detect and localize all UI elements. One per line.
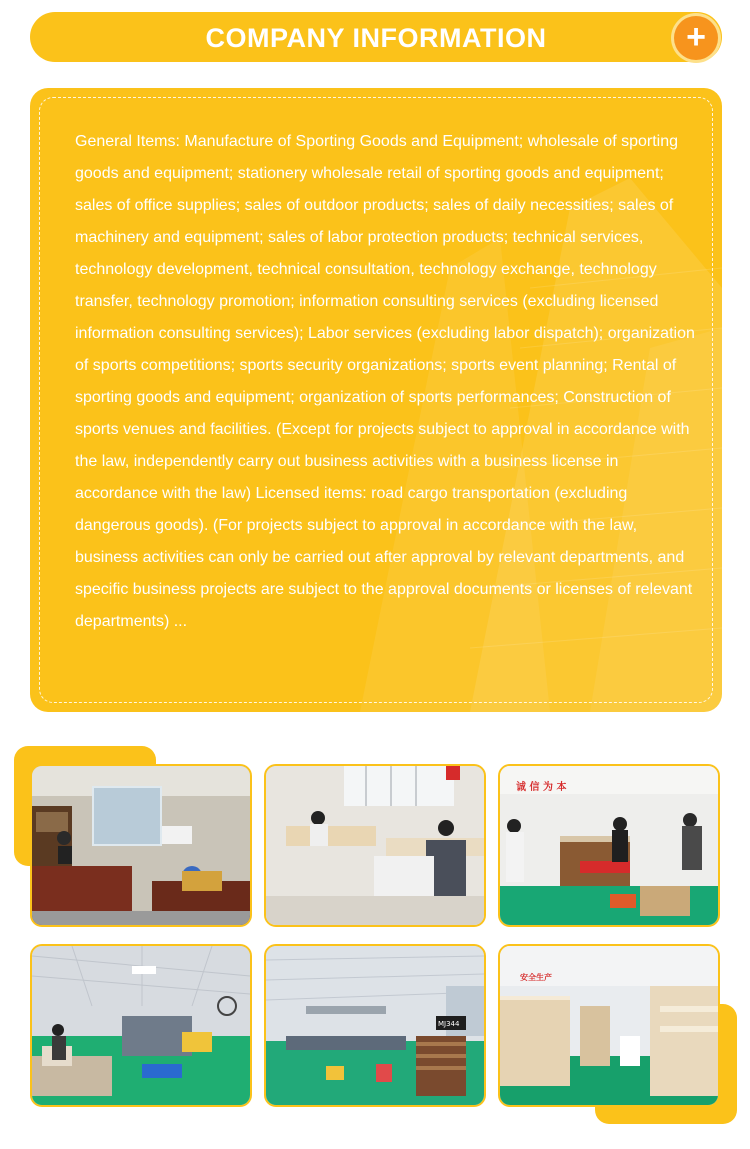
machine-label-text: MJ344 [438,1020,460,1028]
plus-icon: + [686,18,706,56]
expand-plus-button[interactable] [674,16,718,60]
business-scope-text: General Items: Manufacture of Sporting Goods and Equipment; wholesale of sporting goods and equipment; stationery wholesale retail of sporting goods and equipment; sales of office supplies; sales of outdoor products; sales of daily necessities; sales of machinery and equipment; sales of labor protection products; technical services, technology development, technical consultation, technology exchange, technology transfer, technology promotion; information consulting services (excluding licensed information consulting services); Labor services (excluding labor dispatch); organization of sports competitions; sports security organizations; sports event planning; Rental of sporting goods and equipment; organization of sports performances; Construction of sports venues and facilities. (Except for projects subject to approval in accordance with the law, independently carry out business activities with a business license in accordance with the law) Licensed items: road cargo transportation (excluding dangerous goods). (For projects subject to approval in accordance with the law, business activities can only be carried out after approval by relevant departments, and specific business projects are subject to the approval documents or licenses of relevant departments) ... [75,133,695,630]
company-info-card [30,88,722,712]
photo-warehouse[interactable] [498,944,720,1107]
photo-workshop-packing[interactable] [498,764,720,927]
photo-production-line[interactable] [264,944,486,1107]
section-header [30,12,722,62]
photo-office-staff[interactable] [264,764,486,927]
factory-sign-text: 安全生产 [520,973,552,982]
photo-factory-floor[interactable] [30,944,252,1107]
page-title: COMPANY INFORMATION [205,23,547,53]
photo-office-desk[interactable] [30,764,252,927]
workshop-sign-text: 诚 信 为 本 [516,782,567,793]
